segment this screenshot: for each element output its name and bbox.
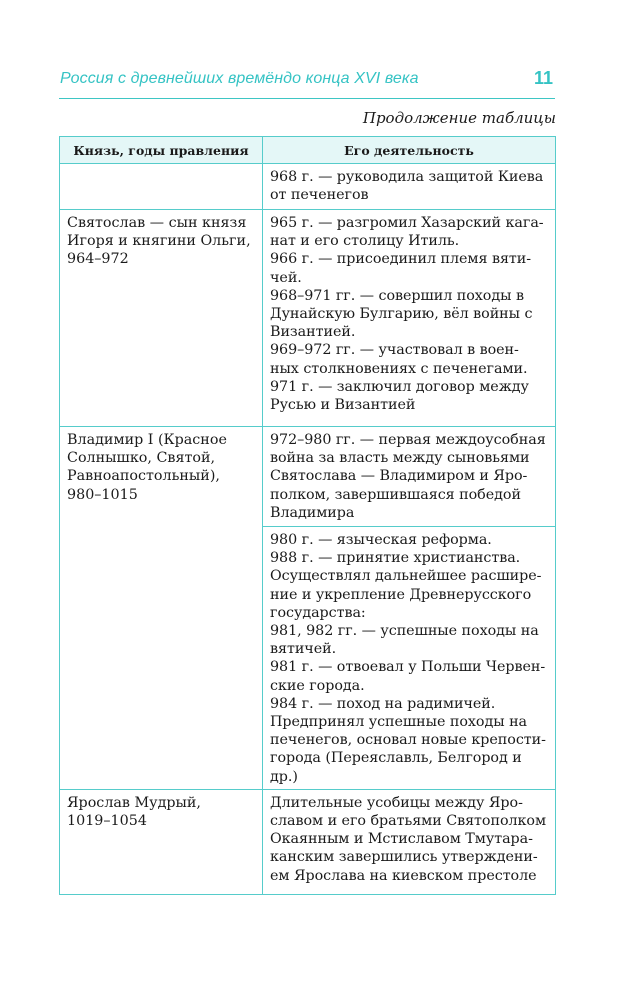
ruler-cell	[60, 164, 263, 210]
activity-cell: 968 г. — руководила защитой Киева от печенегов	[263, 164, 556, 210]
running-header-title: Россия с древнейших времёндо конца XVI века	[60, 70, 419, 87]
page-header	[59, 64, 555, 99]
page-number: 11	[533, 68, 553, 88]
ruler-cell: Владимир I (Красное Солнышко, Святой, Равноапостольный), 980–1015	[60, 427, 263, 790]
table-row	[60, 427, 556, 527]
activity-cell: Длительные усобицы между Яро- славом и его братьями Святополком Окаянным и Мстиславом Тмутара- канским завершились утверждени- ем Ярослава на киевском престоле	[263, 789, 556, 894]
table-row	[60, 164, 556, 210]
rulers-table	[59, 136, 556, 895]
table-header-row	[60, 137, 556, 164]
table-row	[60, 789, 556, 894]
ruler-cell: Ярослав Мудрый, 1019–1054	[60, 789, 263, 894]
table-continuation-label: Продолжение таблицы	[362, 109, 556, 127]
activity-cell: 980 г. — языческая реформа. 988 г. — принятие христианства. Осуществлял дальнейшее расшире- ние и укрепление Древнерусского государства: 981, 982 гг. — успешные походы на вятичей. 981 г. — отвоевал у Польши Червен- ские города. 984 г. — поход на радимичей. Предпринял успешные походы на печенегов, основал новые крепости- города (Переяславль, Белгород и др.)	[263, 527, 556, 790]
column-header-activity: Его деятельность	[263, 137, 556, 164]
activity-cell: 972–980 гг. — первая междоусобная война за власть между сыновьями Святослава — Владимиром и Яро- полком, завершившаяся победой Владимира	[263, 427, 556, 527]
activity-cell: 965 г. — разгромил Хазарский кага- нат и его столицу Итиль. 966 г. — присоединил племя вяти- чей. 968–971 гг. — совершил походы в Дунайскую Булгарию, вёл войны с Византией. 969–972 гг. — участвовал в воен- ных столкновениях с печенегами. 971 г. — заключил договор между Русью и Византией	[263, 210, 556, 427]
column-header-ruler: Князь, годы правления	[60, 137, 263, 164]
table-row	[60, 210, 556, 427]
ruler-cell: Святослав — сын князя Игоря и княгини Ольги, 964–972	[60, 210, 263, 427]
